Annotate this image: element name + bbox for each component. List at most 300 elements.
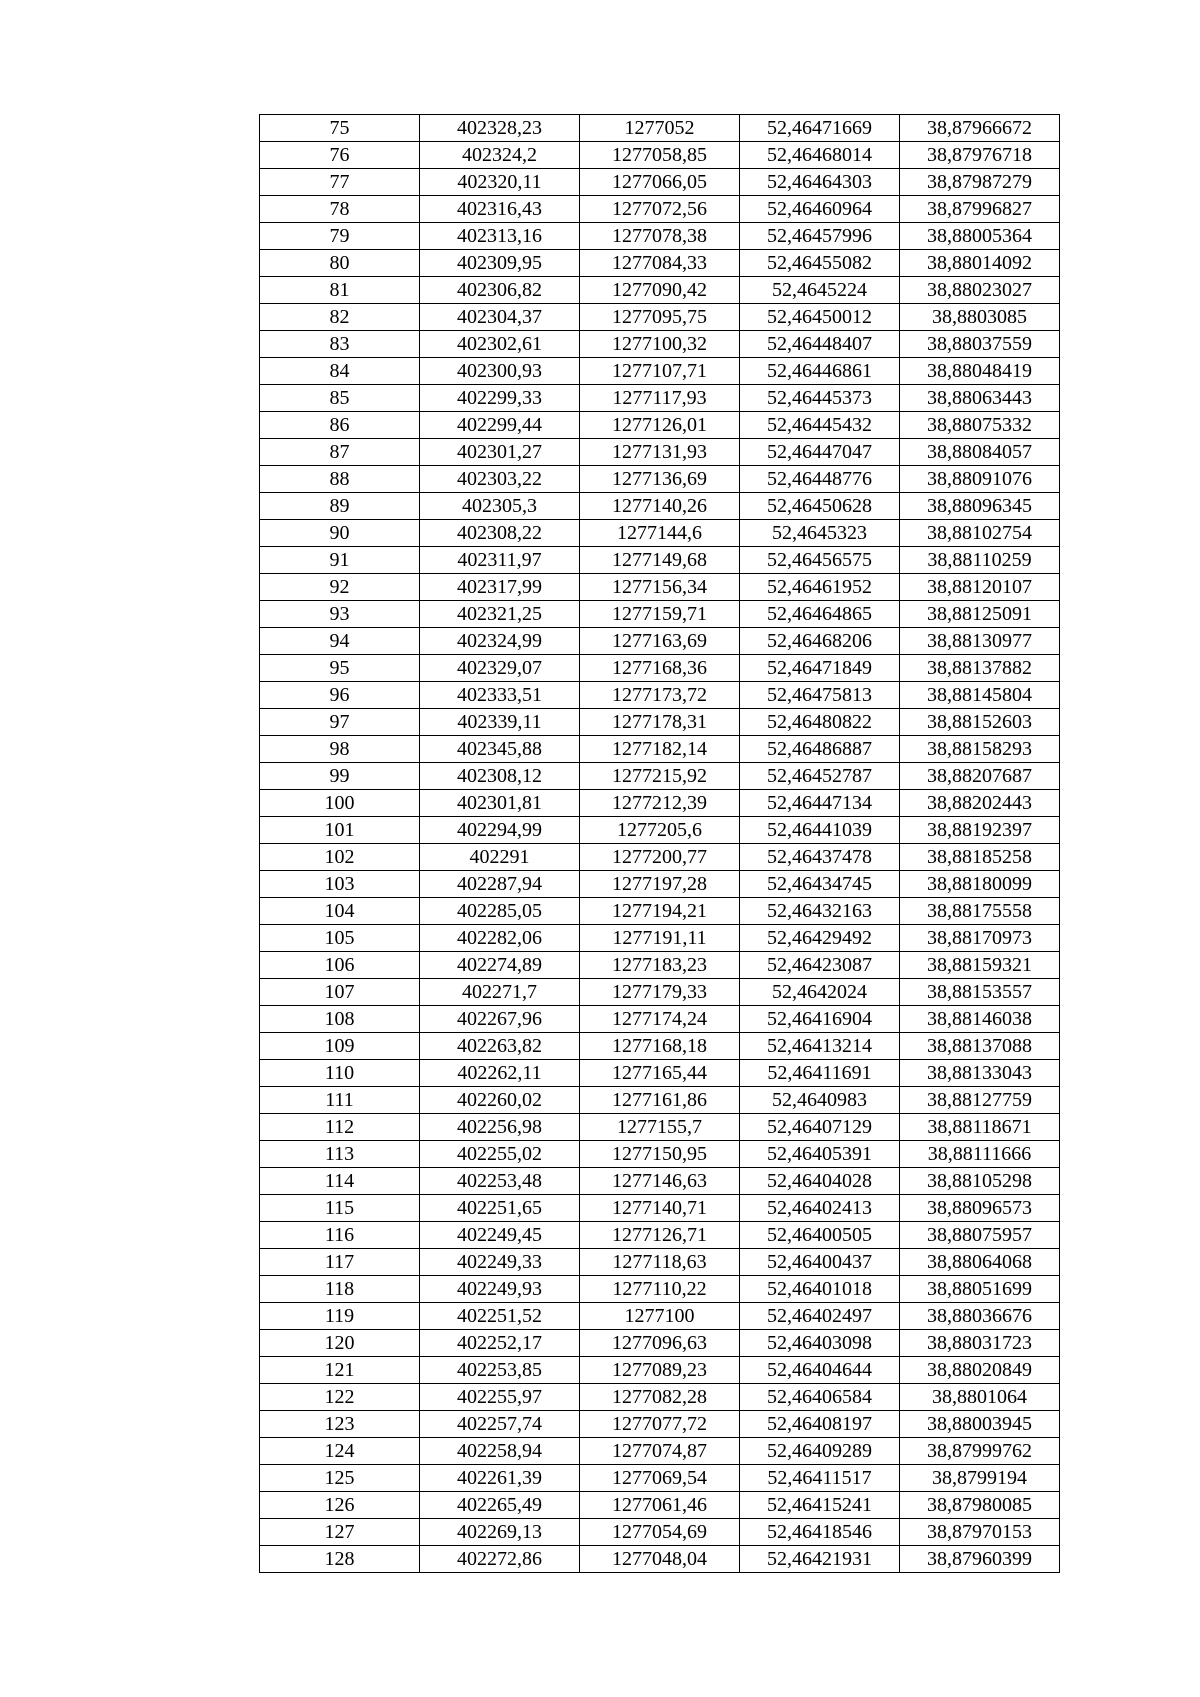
longitude-cell: 38,88105298 bbox=[900, 1168, 1060, 1195]
point-number-cell: 124 bbox=[260, 1438, 420, 1465]
point-number-cell: 83 bbox=[260, 331, 420, 358]
point-number-cell: 109 bbox=[260, 1033, 420, 1060]
y-coordinate-cell: 1277054,69 bbox=[580, 1519, 740, 1546]
longitude-cell: 38,88146038 bbox=[900, 1006, 1060, 1033]
table-row bbox=[260, 250, 1060, 277]
point-number-cell: 103 bbox=[260, 871, 420, 898]
point-number-cell: 108 bbox=[260, 1006, 420, 1033]
point-number-cell: 101 bbox=[260, 817, 420, 844]
latitude-cell: 52,46405391 bbox=[740, 1141, 900, 1168]
y-coordinate-cell: 1277140,71 bbox=[580, 1195, 740, 1222]
point-number-cell: 117 bbox=[260, 1249, 420, 1276]
table-row bbox=[260, 547, 1060, 574]
table-row bbox=[260, 1546, 1060, 1573]
latitude-cell: 52,46415241 bbox=[740, 1492, 900, 1519]
point-number-cell: 125 bbox=[260, 1465, 420, 1492]
longitude-cell: 38,88064068 bbox=[900, 1249, 1060, 1276]
latitude-cell: 52,46468014 bbox=[740, 142, 900, 169]
point-number-cell: 111 bbox=[260, 1087, 420, 1114]
table-row bbox=[260, 925, 1060, 952]
point-number-cell: 128 bbox=[260, 1546, 420, 1573]
latitude-cell: 52,46421931 bbox=[740, 1546, 900, 1573]
table-row bbox=[260, 790, 1060, 817]
latitude-cell: 52,46450012 bbox=[740, 304, 900, 331]
y-coordinate-cell: 1277074,87 bbox=[580, 1438, 740, 1465]
longitude-cell: 38,88159321 bbox=[900, 952, 1060, 979]
point-number-cell: 78 bbox=[260, 196, 420, 223]
y-coordinate-cell: 1277069,54 bbox=[580, 1465, 740, 1492]
point-number-cell: 120 bbox=[260, 1330, 420, 1357]
point-number-cell: 87 bbox=[260, 439, 420, 466]
longitude-cell: 38,88202443 bbox=[900, 790, 1060, 817]
longitude-cell: 38,8799194 bbox=[900, 1465, 1060, 1492]
x-coordinate-cell: 402249,33 bbox=[420, 1249, 580, 1276]
y-coordinate-cell: 1277173,72 bbox=[580, 682, 740, 709]
y-coordinate-cell: 1277107,71 bbox=[580, 358, 740, 385]
table-row bbox=[260, 628, 1060, 655]
y-coordinate-cell: 1277197,28 bbox=[580, 871, 740, 898]
table-row bbox=[260, 412, 1060, 439]
table-row bbox=[260, 1060, 1060, 1087]
x-coordinate-cell: 402309,95 bbox=[420, 250, 580, 277]
table-row bbox=[260, 1033, 1060, 1060]
y-coordinate-cell: 1277082,28 bbox=[580, 1384, 740, 1411]
longitude-cell: 38,88084057 bbox=[900, 439, 1060, 466]
y-coordinate-cell: 1277168,18 bbox=[580, 1033, 740, 1060]
x-coordinate-cell: 402324,2 bbox=[420, 142, 580, 169]
point-number-cell: 81 bbox=[260, 277, 420, 304]
longitude-cell: 38,88036676 bbox=[900, 1303, 1060, 1330]
y-coordinate-cell: 1277084,33 bbox=[580, 250, 740, 277]
longitude-cell: 38,8803085 bbox=[900, 304, 1060, 331]
y-coordinate-cell: 1277179,33 bbox=[580, 979, 740, 1006]
table-row bbox=[260, 682, 1060, 709]
x-coordinate-cell: 402274,89 bbox=[420, 952, 580, 979]
y-coordinate-cell: 1277136,69 bbox=[580, 466, 740, 493]
y-coordinate-cell: 1277089,23 bbox=[580, 1357, 740, 1384]
x-coordinate-cell: 402317,99 bbox=[420, 574, 580, 601]
latitude-cell: 52,46468206 bbox=[740, 628, 900, 655]
longitude-cell: 38,88003945 bbox=[900, 1411, 1060, 1438]
latitude-cell: 52,46480822 bbox=[740, 709, 900, 736]
y-coordinate-cell: 1277090,42 bbox=[580, 277, 740, 304]
point-number-cell: 100 bbox=[260, 790, 420, 817]
latitude-cell: 52,46471669 bbox=[740, 115, 900, 142]
latitude-cell: 52,46464303 bbox=[740, 169, 900, 196]
table-row bbox=[260, 1006, 1060, 1033]
x-coordinate-cell: 402316,43 bbox=[420, 196, 580, 223]
point-number-cell: 85 bbox=[260, 385, 420, 412]
x-coordinate-cell: 402285,05 bbox=[420, 898, 580, 925]
table-row bbox=[260, 1330, 1060, 1357]
longitude-cell: 38,87999762 bbox=[900, 1438, 1060, 1465]
latitude-cell: 52,46460964 bbox=[740, 196, 900, 223]
x-coordinate-cell: 402272,86 bbox=[420, 1546, 580, 1573]
x-coordinate-cell: 402262,11 bbox=[420, 1060, 580, 1087]
point-number-cell: 107 bbox=[260, 979, 420, 1006]
latitude-cell: 52,46416904 bbox=[740, 1006, 900, 1033]
longitude-cell: 38,88110259 bbox=[900, 547, 1060, 574]
x-coordinate-cell: 402303,22 bbox=[420, 466, 580, 493]
latitude-cell: 52,46455082 bbox=[740, 250, 900, 277]
latitude-cell: 52,46437478 bbox=[740, 844, 900, 871]
x-coordinate-cell: 402321,25 bbox=[420, 601, 580, 628]
table-row bbox=[260, 1141, 1060, 1168]
point-number-cell: 84 bbox=[260, 358, 420, 385]
x-coordinate-cell: 402269,13 bbox=[420, 1519, 580, 1546]
x-coordinate-cell: 402251,52 bbox=[420, 1303, 580, 1330]
point-number-cell: 95 bbox=[260, 655, 420, 682]
longitude-cell: 38,88102754 bbox=[900, 520, 1060, 547]
table-row bbox=[260, 871, 1060, 898]
y-coordinate-cell: 1277096,63 bbox=[580, 1330, 740, 1357]
table-row bbox=[260, 1492, 1060, 1519]
x-coordinate-cell: 402253,48 bbox=[420, 1168, 580, 1195]
x-coordinate-cell: 402328,23 bbox=[420, 115, 580, 142]
longitude-cell: 38,88118671 bbox=[900, 1114, 1060, 1141]
y-coordinate-cell: 1277126,01 bbox=[580, 412, 740, 439]
point-number-cell: 88 bbox=[260, 466, 420, 493]
point-number-cell: 97 bbox=[260, 709, 420, 736]
latitude-cell: 52,46448407 bbox=[740, 331, 900, 358]
longitude-cell: 38,88207687 bbox=[900, 763, 1060, 790]
x-coordinate-cell: 402345,88 bbox=[420, 736, 580, 763]
point-number-cell: 127 bbox=[260, 1519, 420, 1546]
latitude-cell: 52,46464865 bbox=[740, 601, 900, 628]
table-row bbox=[260, 1357, 1060, 1384]
point-number-cell: 90 bbox=[260, 520, 420, 547]
x-coordinate-cell: 402311,97 bbox=[420, 547, 580, 574]
x-coordinate-cell: 402306,82 bbox=[420, 277, 580, 304]
y-coordinate-cell: 1277144,6 bbox=[580, 520, 740, 547]
longitude-cell: 38,88048419 bbox=[900, 358, 1060, 385]
latitude-cell: 52,46471849 bbox=[740, 655, 900, 682]
x-coordinate-cell: 402255,97 bbox=[420, 1384, 580, 1411]
y-coordinate-cell: 1277200,77 bbox=[580, 844, 740, 871]
table-row bbox=[260, 763, 1060, 790]
y-coordinate-cell: 1277205,6 bbox=[580, 817, 740, 844]
y-coordinate-cell: 1277072,56 bbox=[580, 196, 740, 223]
x-coordinate-cell: 402291 bbox=[420, 844, 580, 871]
longitude-cell: 38,88051699 bbox=[900, 1276, 1060, 1303]
table-row bbox=[260, 1438, 1060, 1465]
latitude-cell: 52,46413214 bbox=[740, 1033, 900, 1060]
point-number-cell: 79 bbox=[260, 223, 420, 250]
longitude-cell: 38,88037559 bbox=[900, 331, 1060, 358]
point-number-cell: 110 bbox=[260, 1060, 420, 1087]
point-number-cell: 126 bbox=[260, 1492, 420, 1519]
point-number-cell: 86 bbox=[260, 412, 420, 439]
latitude-cell: 52,46448776 bbox=[740, 466, 900, 493]
latitude-cell: 52,46407129 bbox=[740, 1114, 900, 1141]
y-coordinate-cell: 1277182,14 bbox=[580, 736, 740, 763]
y-coordinate-cell: 1277149,68 bbox=[580, 547, 740, 574]
latitude-cell: 52,46447134 bbox=[740, 790, 900, 817]
point-number-cell: 105 bbox=[260, 925, 420, 952]
y-coordinate-cell: 1277061,46 bbox=[580, 1492, 740, 1519]
x-coordinate-cell: 402249,45 bbox=[420, 1222, 580, 1249]
table-row bbox=[260, 898, 1060, 925]
latitude-cell: 52,46409289 bbox=[740, 1438, 900, 1465]
y-coordinate-cell: 1277165,44 bbox=[580, 1060, 740, 1087]
latitude-cell: 52,4642024 bbox=[740, 979, 900, 1006]
y-coordinate-cell: 1277191,11 bbox=[580, 925, 740, 952]
latitude-cell: 52,46452787 bbox=[740, 763, 900, 790]
table-row bbox=[260, 1411, 1060, 1438]
y-coordinate-cell: 1277161,86 bbox=[580, 1087, 740, 1114]
table-row bbox=[260, 358, 1060, 385]
longitude-cell: 38,88137882 bbox=[900, 655, 1060, 682]
y-coordinate-cell: 1277100 bbox=[580, 1303, 740, 1330]
latitude-cell: 52,46429492 bbox=[740, 925, 900, 952]
x-coordinate-cell: 402251,65 bbox=[420, 1195, 580, 1222]
longitude-cell: 38,87966672 bbox=[900, 115, 1060, 142]
table-row bbox=[260, 1114, 1060, 1141]
latitude-cell: 52,4640983 bbox=[740, 1087, 900, 1114]
table-row bbox=[260, 1195, 1060, 1222]
point-number-cell: 96 bbox=[260, 682, 420, 709]
y-coordinate-cell: 1277215,92 bbox=[580, 763, 740, 790]
y-coordinate-cell: 1277194,21 bbox=[580, 898, 740, 925]
table-row bbox=[260, 1168, 1060, 1195]
longitude-cell: 38,88075332 bbox=[900, 412, 1060, 439]
table-row bbox=[260, 655, 1060, 682]
latitude-cell: 52,46418546 bbox=[740, 1519, 900, 1546]
latitude-cell: 52,46445432 bbox=[740, 412, 900, 439]
x-coordinate-cell: 402282,06 bbox=[420, 925, 580, 952]
longitude-cell: 38,88031723 bbox=[900, 1330, 1060, 1357]
y-coordinate-cell: 1277095,75 bbox=[580, 304, 740, 331]
point-number-cell: 76 bbox=[260, 142, 420, 169]
table-row bbox=[260, 817, 1060, 844]
table-row bbox=[260, 169, 1060, 196]
point-number-cell: 112 bbox=[260, 1114, 420, 1141]
x-coordinate-cell: 402257,74 bbox=[420, 1411, 580, 1438]
latitude-cell: 52,46450628 bbox=[740, 493, 900, 520]
latitude-cell: 52,46411691 bbox=[740, 1060, 900, 1087]
point-number-cell: 93 bbox=[260, 601, 420, 628]
longitude-cell: 38,88127759 bbox=[900, 1087, 1060, 1114]
x-coordinate-cell: 402255,02 bbox=[420, 1141, 580, 1168]
x-coordinate-cell: 402304,37 bbox=[420, 304, 580, 331]
longitude-cell: 38,87976718 bbox=[900, 142, 1060, 169]
x-coordinate-cell: 402256,98 bbox=[420, 1114, 580, 1141]
table-row bbox=[260, 115, 1060, 142]
longitude-cell: 38,88133043 bbox=[900, 1060, 1060, 1087]
point-number-cell: 116 bbox=[260, 1222, 420, 1249]
x-coordinate-cell: 402265,49 bbox=[420, 1492, 580, 1519]
y-coordinate-cell: 1277146,63 bbox=[580, 1168, 740, 1195]
coordinates-table bbox=[259, 114, 1060, 1573]
x-coordinate-cell: 402339,11 bbox=[420, 709, 580, 736]
point-number-cell: 80 bbox=[260, 250, 420, 277]
coordinates-table-body bbox=[260, 115, 1060, 1573]
latitude-cell: 52,4645323 bbox=[740, 520, 900, 547]
latitude-cell: 52,4645224 bbox=[740, 277, 900, 304]
y-coordinate-cell: 1277077,72 bbox=[580, 1411, 740, 1438]
x-coordinate-cell: 402300,93 bbox=[420, 358, 580, 385]
longitude-cell: 38,88175558 bbox=[900, 898, 1060, 925]
x-coordinate-cell: 402294,99 bbox=[420, 817, 580, 844]
longitude-cell: 38,8801064 bbox=[900, 1384, 1060, 1411]
x-coordinate-cell: 402253,85 bbox=[420, 1357, 580, 1384]
y-coordinate-cell: 1277155,7 bbox=[580, 1114, 740, 1141]
longitude-cell: 38,88145804 bbox=[900, 682, 1060, 709]
x-coordinate-cell: 402302,61 bbox=[420, 331, 580, 358]
latitude-cell: 52,46461952 bbox=[740, 574, 900, 601]
point-number-cell: 99 bbox=[260, 763, 420, 790]
point-number-cell: 89 bbox=[260, 493, 420, 520]
y-coordinate-cell: 1277066,05 bbox=[580, 169, 740, 196]
longitude-cell: 38,87980085 bbox=[900, 1492, 1060, 1519]
latitude-cell: 52,46456575 bbox=[740, 547, 900, 574]
table-row bbox=[260, 466, 1060, 493]
x-coordinate-cell: 402308,12 bbox=[420, 763, 580, 790]
table-row bbox=[260, 1087, 1060, 1114]
latitude-cell: 52,46441039 bbox=[740, 817, 900, 844]
table-row bbox=[260, 142, 1060, 169]
latitude-cell: 52,46404644 bbox=[740, 1357, 900, 1384]
point-number-cell: 119 bbox=[260, 1303, 420, 1330]
table-row bbox=[260, 844, 1060, 871]
latitude-cell: 52,46432163 bbox=[740, 898, 900, 925]
latitude-cell: 52,46475813 bbox=[740, 682, 900, 709]
point-number-cell: 91 bbox=[260, 547, 420, 574]
y-coordinate-cell: 1277140,26 bbox=[580, 493, 740, 520]
table-row bbox=[260, 952, 1060, 979]
x-coordinate-cell: 402267,96 bbox=[420, 1006, 580, 1033]
latitude-cell: 52,46447047 bbox=[740, 439, 900, 466]
longitude-cell: 38,88111666 bbox=[900, 1141, 1060, 1168]
point-number-cell: 114 bbox=[260, 1168, 420, 1195]
x-coordinate-cell: 402260,02 bbox=[420, 1087, 580, 1114]
longitude-cell: 38,88130977 bbox=[900, 628, 1060, 655]
latitude-cell: 52,46402413 bbox=[740, 1195, 900, 1222]
x-coordinate-cell: 402329,07 bbox=[420, 655, 580, 682]
y-coordinate-cell: 1277150,95 bbox=[580, 1141, 740, 1168]
table-row bbox=[260, 736, 1060, 763]
point-number-cell: 82 bbox=[260, 304, 420, 331]
y-coordinate-cell: 1277159,71 bbox=[580, 601, 740, 628]
longitude-cell: 38,88005364 bbox=[900, 223, 1060, 250]
longitude-cell: 38,88137088 bbox=[900, 1033, 1060, 1060]
latitude-cell: 52,46423087 bbox=[740, 952, 900, 979]
point-number-cell: 106 bbox=[260, 952, 420, 979]
y-coordinate-cell: 1277126,71 bbox=[580, 1222, 740, 1249]
longitude-cell: 38,87960399 bbox=[900, 1546, 1060, 1573]
longitude-cell: 38,88180099 bbox=[900, 871, 1060, 898]
longitude-cell: 38,88185258 bbox=[900, 844, 1060, 871]
latitude-cell: 52,46400437 bbox=[740, 1249, 900, 1276]
latitude-cell: 52,46404028 bbox=[740, 1168, 900, 1195]
x-coordinate-cell: 402305,3 bbox=[420, 493, 580, 520]
table-row bbox=[260, 574, 1060, 601]
y-coordinate-cell: 1277183,23 bbox=[580, 952, 740, 979]
table-row bbox=[260, 520, 1060, 547]
y-coordinate-cell: 1277212,39 bbox=[580, 790, 740, 817]
y-coordinate-cell: 1277100,32 bbox=[580, 331, 740, 358]
x-coordinate-cell: 402258,94 bbox=[420, 1438, 580, 1465]
x-coordinate-cell: 402301,81 bbox=[420, 790, 580, 817]
table-row bbox=[260, 1222, 1060, 1249]
table-row bbox=[260, 709, 1060, 736]
y-coordinate-cell: 1277052 bbox=[580, 115, 740, 142]
y-coordinate-cell: 1277110,22 bbox=[580, 1276, 740, 1303]
latitude-cell: 52,46402497 bbox=[740, 1303, 900, 1330]
y-coordinate-cell: 1277117,93 bbox=[580, 385, 740, 412]
latitude-cell: 52,46400505 bbox=[740, 1222, 900, 1249]
y-coordinate-cell: 1277168,36 bbox=[580, 655, 740, 682]
longitude-cell: 38,88158293 bbox=[900, 736, 1060, 763]
longitude-cell: 38,88125091 bbox=[900, 601, 1060, 628]
point-number-cell: 98 bbox=[260, 736, 420, 763]
point-number-cell: 94 bbox=[260, 628, 420, 655]
x-coordinate-cell: 402333,51 bbox=[420, 682, 580, 709]
x-coordinate-cell: 402249,93 bbox=[420, 1276, 580, 1303]
latitude-cell: 52,46457996 bbox=[740, 223, 900, 250]
x-coordinate-cell: 402313,16 bbox=[420, 223, 580, 250]
longitude-cell: 38,88075957 bbox=[900, 1222, 1060, 1249]
y-coordinate-cell: 1277178,31 bbox=[580, 709, 740, 736]
longitude-cell: 38,88192397 bbox=[900, 817, 1060, 844]
latitude-cell: 52,46403098 bbox=[740, 1330, 900, 1357]
longitude-cell: 38,88023027 bbox=[900, 277, 1060, 304]
y-coordinate-cell: 1277078,38 bbox=[580, 223, 740, 250]
table-row bbox=[260, 1384, 1060, 1411]
x-coordinate-cell: 402299,33 bbox=[420, 385, 580, 412]
point-number-cell: 77 bbox=[260, 169, 420, 196]
table-row bbox=[260, 277, 1060, 304]
point-number-cell: 123 bbox=[260, 1411, 420, 1438]
table-row bbox=[260, 979, 1060, 1006]
latitude-cell: 52,46401018 bbox=[740, 1276, 900, 1303]
longitude-cell: 38,87996827 bbox=[900, 196, 1060, 223]
y-coordinate-cell: 1277118,63 bbox=[580, 1249, 740, 1276]
longitude-cell: 38,88096345 bbox=[900, 493, 1060, 520]
table-row bbox=[260, 304, 1060, 331]
latitude-cell: 52,46408197 bbox=[740, 1411, 900, 1438]
table-row bbox=[260, 493, 1060, 520]
table-row bbox=[260, 1276, 1060, 1303]
x-coordinate-cell: 402287,94 bbox=[420, 871, 580, 898]
latitude-cell: 52,46406584 bbox=[740, 1384, 900, 1411]
table-row bbox=[260, 1465, 1060, 1492]
x-coordinate-cell: 402308,22 bbox=[420, 520, 580, 547]
point-number-cell: 115 bbox=[260, 1195, 420, 1222]
point-number-cell: 121 bbox=[260, 1357, 420, 1384]
longitude-cell: 38,88170973 bbox=[900, 925, 1060, 952]
latitude-cell: 52,46446861 bbox=[740, 358, 900, 385]
point-number-cell: 118 bbox=[260, 1276, 420, 1303]
x-coordinate-cell: 402299,44 bbox=[420, 412, 580, 439]
point-number-cell: 75 bbox=[260, 115, 420, 142]
latitude-cell: 52,46434745 bbox=[740, 871, 900, 898]
table-row bbox=[260, 223, 1060, 250]
x-coordinate-cell: 402271,7 bbox=[420, 979, 580, 1006]
x-coordinate-cell: 402301,27 bbox=[420, 439, 580, 466]
x-coordinate-cell: 402320,11 bbox=[420, 169, 580, 196]
table-row bbox=[260, 439, 1060, 466]
x-coordinate-cell: 402324,99 bbox=[420, 628, 580, 655]
point-number-cell: 104 bbox=[260, 898, 420, 925]
longitude-cell: 38,88063443 bbox=[900, 385, 1060, 412]
longitude-cell: 38,88020849 bbox=[900, 1357, 1060, 1384]
table-row bbox=[260, 331, 1060, 358]
point-number-cell: 102 bbox=[260, 844, 420, 871]
longitude-cell: 38,88153557 bbox=[900, 979, 1060, 1006]
table-row bbox=[260, 601, 1060, 628]
x-coordinate-cell: 402263,82 bbox=[420, 1033, 580, 1060]
